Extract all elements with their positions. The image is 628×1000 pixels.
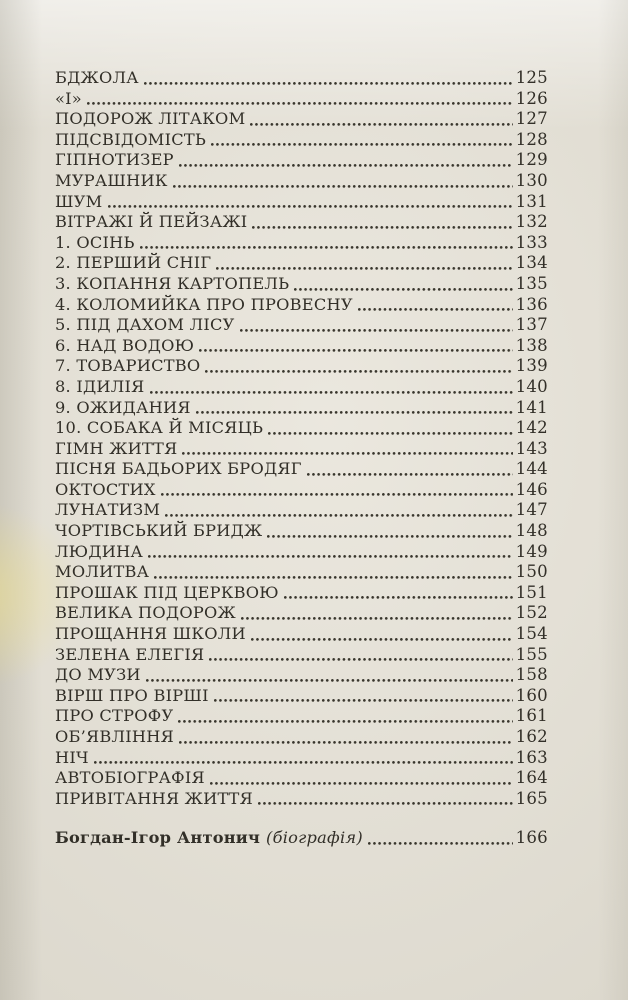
toc-entry [55,665,548,686]
toc-page-number: 151 [515,582,548,602]
dot-leader [294,287,513,292]
toc-entry-title: ПРИВІТАННЯ ЖИТТЯ [55,788,253,808]
toc-entry [55,624,548,645]
toc-entry-title: 8. ІДИЛІЯ [55,376,145,396]
toc-entry [55,171,548,192]
toc-page-number: 161 [515,706,548,726]
dot-leader [150,390,514,395]
toc-entry-title: ПІСНЯ БАДЬОРИХ БРОДЯГ [55,459,302,479]
dot-leader [252,225,513,230]
toc-entry [55,583,548,604]
dot-leader [144,81,513,86]
toc-page-number: 147 [515,500,548,520]
toc-page-number: 154 [515,624,548,644]
toc-page-number: 166 [515,828,548,848]
toc-page-number: 143 [515,438,548,458]
toc-entry [55,356,548,377]
dot-leader [94,760,513,765]
toc-entry [55,439,548,460]
toc-entry [55,789,548,810]
toc-entry [55,521,548,542]
toc-entry [55,645,548,666]
toc-page-number: 136 [515,294,548,314]
toc-entry-title: ЧОРТІВСЬКИЙ БРИДЖ [55,521,263,541]
toc-page-number: 128 [515,129,548,149]
toc-page-number: 137 [515,315,548,335]
dot-leader [268,431,513,436]
dot-leader [284,595,513,600]
toc-page-number: 135 [515,273,548,293]
toc-page-number: 132 [515,212,548,232]
dot-leader [165,513,513,518]
toc-entry-title: 9. ОЖИДАНИЯ [55,397,191,417]
toc-page-number: 148 [515,521,548,541]
toc-page-number: 138 [515,335,548,355]
dot-leader [140,245,513,250]
toc-entry-title: ДО МУЗИ [55,665,141,685]
toc-page-number: 130 [515,170,548,190]
toc-entry [55,500,548,521]
dot-leader [182,451,513,456]
toc-entry [55,377,548,398]
toc-entry [55,150,548,171]
toc-page-number: 146 [515,479,548,499]
toc-entry [55,233,548,254]
toc-entry-title: ЛЮДИНА [55,541,143,561]
toc-page-number: 141 [515,397,548,417]
toc-entry [55,768,548,789]
toc-entry-title: 4. КОЛОМИЙКА ПРО ПРОВЕСНУ [55,294,353,314]
toc-entry [55,192,548,213]
toc-entry-title: 1. ОСІНЬ [55,232,135,252]
dot-leader [214,698,513,703]
toc-list [55,68,548,849]
toc-page-number: 125 [515,68,548,87]
dot-leader [358,307,513,312]
biography-suffix: (біографія) [266,828,363,848]
toc-page-number: 149 [515,541,548,561]
dot-leader [258,801,513,806]
toc-entry-title: ВІТРАЖІ Й ПЕЙЗАЖІ [55,212,248,232]
dot-leader [216,266,513,271]
dot-leader [267,534,513,539]
toc-page-number: 160 [515,685,548,705]
biography-author-name: Богдан-Ігор Антонич [55,828,260,848]
dot-leader [173,184,513,189]
toc-entry-title: ПРОШАК ПІД ЦЕРКВОЮ [55,582,279,602]
dot-leader [146,678,513,683]
toc-entry [55,109,548,130]
toc-entry [55,253,548,274]
toc-page-number: 133 [515,232,548,252]
toc-page-number: 126 [515,88,548,108]
toc-entry-title: ЛУНАТИЗМ [55,500,161,520]
toc-page-number: 129 [515,150,548,170]
toc-entry [55,748,548,769]
dot-leader [196,410,513,415]
toc-entry-title: 10. СОБАКА Й МІСЯЦЬ [55,418,264,438]
toc-entry-title: ПІДСВІДОМІСТЬ [55,129,207,149]
dot-leader [250,122,513,127]
dot-leader [179,740,513,745]
toc-entry-title: ГІПНОТИЗЕР [55,150,174,170]
toc-page-number: 164 [515,768,548,788]
toc-entry-title: МОЛИТВА [55,562,150,582]
dot-leader [199,348,513,353]
toc-entry [55,212,548,233]
toc-page-number: 158 [515,665,548,685]
toc-entry [55,130,548,151]
dot-leader [241,616,513,621]
toc-entry-title: НІЧ [55,747,89,767]
dot-leader [210,781,513,786]
dot-leader [179,163,513,168]
biography-entry [55,828,548,849]
toc-entry [55,418,548,439]
toc-entry [55,562,548,583]
toc-entry [55,274,548,295]
toc-entry-title: ПРО СТРОФУ [55,706,174,726]
toc-page-number: 163 [515,747,548,767]
toc-entry-title: ВЕЛИКА ПОДОРОЖ [55,603,236,623]
toc-page-number: 131 [515,191,548,211]
toc-entry-title: 6. НАД ВОДОЮ [55,335,195,355]
toc-entry [55,480,548,501]
biography-title [55,828,363,849]
toc-entry [55,727,548,748]
toc-entry-title: 2. ПЕРШИЙ СНІГ [55,253,212,273]
toc-page-number: 150 [515,562,548,582]
toc-entry-title: ГІМН ЖИТТЯ [55,438,178,458]
toc-entry-title: 7. ТОВАРИСТВО [55,356,201,376]
dot-leader [178,719,513,724]
dot-leader [154,575,513,580]
dot-leader [87,101,513,106]
toc-page-number: 144 [515,459,548,479]
toc-entry-title: ПРОЩАННЯ ШКОЛИ [55,624,246,644]
toc-entry [55,315,548,336]
toc-entry-title: «І» [55,88,82,108]
dot-leader [108,204,514,209]
toc-entry [55,89,548,110]
dot-leader [211,142,513,147]
dot-leader [148,554,513,559]
toc-page-number: 165 [515,788,548,808]
toc-entry-title: БДЖОЛА [55,68,139,87]
toc-entry-title: МУРАШНИК [55,170,168,190]
toc-entry [55,295,548,316]
toc-page-number: 142 [515,418,548,438]
toc-entry [55,459,548,480]
toc-page-number: 152 [515,603,548,623]
toc-entry [55,706,548,727]
toc-entry-title: ОКТОСТИХ [55,479,156,499]
toc-entry [55,542,548,563]
dot-leader [307,472,513,477]
dot-leader [368,841,513,846]
toc-entry-title: ОБ’ЯВЛІННЯ [55,727,174,746]
dot-leader [240,328,513,333]
toc-entry-title: ПОДОРОЖ ЛІТАКОМ [55,109,246,129]
toc-entry-title: АВТОБІОГРАФІЯ [55,768,205,788]
dot-leader [209,657,513,662]
toc-entry-title: ШУМ [55,191,103,211]
toc-page-number: 162 [515,727,548,746]
toc-page-number: 155 [515,644,548,664]
toc-entry-title: ВІРШ ПРО ВІРШІ [55,685,209,705]
toc-entry-title: 3. КОПАННЯ КАРТОПЕЛЬ [55,273,290,293]
toc-entry [55,603,548,624]
toc-entry-title: 5. ПІД ДАХОМ ЛІСУ [55,315,235,335]
toc-page-number: 140 [515,376,548,396]
toc-page-number: 134 [515,253,548,273]
dot-leader [205,369,513,374]
toc-entry [55,686,548,707]
dot-leader [251,637,513,642]
toc-entry-title: ЗЕЛЕНА ЕЛЕГІЯ [55,644,205,664]
toc-entry [55,398,548,419]
toc-entry [55,336,548,357]
toc-page-number: 127 [515,109,548,129]
toc-entry [55,68,548,89]
dot-leader [161,492,513,497]
toc-page-number: 139 [515,356,548,376]
